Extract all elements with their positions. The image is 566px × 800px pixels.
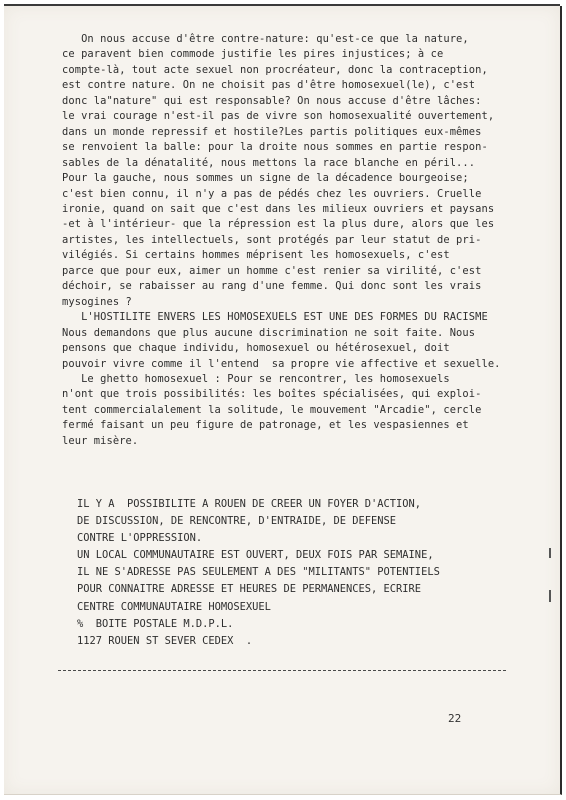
text-line: Pour la gauche, nous sommes un signe de la décadence bourgeoise; xyxy=(62,172,469,185)
margin-mark xyxy=(549,548,551,558)
text-line: fermé faisant un peu figure de patronage, et les vespasiennes et xyxy=(62,419,469,432)
text-line: ironie, quand on sait que c'est dans les milieux ouvriers et paysans xyxy=(62,202,495,215)
dashed-separator xyxy=(58,670,506,671)
text-line: le vrai courage n'est-il pas de vivre son homosexualité ouvertement, xyxy=(62,110,495,123)
text-line: artistes, les intellectuels, sont protégés par leur statut de pri- xyxy=(62,233,482,246)
text-line: donc la"nature" qui est responsable? On nous accuse d'être lâches: xyxy=(62,94,482,107)
text-line: déchoir, se rabaisser au rang d'une femme. Qui donc sont les vrais xyxy=(62,280,482,293)
text-line: dans un monde repressif et hostile?Les partis politiques eux-mêmes xyxy=(62,125,482,138)
text-line: parce que pour eux, aimer un homme c'est renier sa virilité, c'est xyxy=(62,264,482,277)
text-line: c'est bien connu, il n'y a pas de pédés chez les ouvriers. Cruelle xyxy=(62,187,482,200)
text-line: leur misère. xyxy=(62,434,139,447)
announcement-line: CENTRE COMMUNAUTAIRE HOMOSEXUEL xyxy=(77,600,271,613)
text-line: pouvoir vivre comme il l'entend sa propre vie affective et sexuelle. xyxy=(62,357,501,370)
body-text xyxy=(62,32,512,449)
text-line: pensons que chaque individu, homosexuel ou hétérosexuel, doit xyxy=(62,342,450,355)
announcement-line: IL Y A POSSIBILITE A ROUEN DE CREER UN FOYER D'ACTION, xyxy=(77,498,422,510)
text-line: -et à l'intérieur- que la répression est la plus dure, alors que les xyxy=(62,218,495,231)
paragraph xyxy=(62,310,512,372)
announcement-line: % BOITE POSTALE M.D.P.L. xyxy=(77,617,234,630)
text-line: L'HOSTILITE ENVERS LES HOMOSEXUELS EST UNE DES FORMES DU RACISME xyxy=(62,311,488,324)
text-line: Nous demandons que plus aucune discrimination ne soit faite. Nous xyxy=(62,326,476,339)
announcement-line: UN LOCAL COMMUNAUTAIRE EST OUVERT, DEUX FOIS PAR SEMAINE, xyxy=(77,549,434,562)
text-line: se renvoient la balle: pour la droite nous sommes en partie respon- xyxy=(62,141,488,154)
text-line: sables de la dénatalité, nous mettons la race blanche en péril... xyxy=(62,156,476,169)
announcement-block xyxy=(77,496,497,650)
text-line: On nous accuse d'être contre-nature: qu'est-ce que la nature, xyxy=(62,33,469,45)
text-line: vilégiés. Si certains hommes méprisent les homosexuels, c'est xyxy=(62,249,450,262)
text-line: est contre nature. On ne choisit pas d'être homosexuel(le), c'est xyxy=(62,79,476,92)
announcement-line: DE DISCUSSION, DE RENCONTRE, D'ENTRAIDE, DE DEFENSE xyxy=(77,515,397,528)
text-line: tent commercialalement la solitude, le mouvement "Arcadie", cercle xyxy=(62,403,482,416)
text-line: compte-là, tout acte sexuel non procréateur, donc la contraception, xyxy=(62,63,488,76)
paragraph xyxy=(62,372,512,449)
text-line: mysogines ? xyxy=(62,295,132,308)
text-line: n'ont que trois possibilités: les boîtes spécialisées, qui exploi- xyxy=(62,388,482,401)
announcement-line: IL NE S'ADRESSE PAS SEULEMENT A DES "MILITANTS" POTENTIELS xyxy=(77,566,440,579)
announcement-line: CONTRE L'OPPRESSION. xyxy=(77,532,203,545)
page-number: 22 xyxy=(448,712,462,725)
paragraph xyxy=(62,32,512,310)
announcement-line: POUR CONNAITRE ADRESSE ET HEURES DE PERMANENCES, ECRIRE xyxy=(77,583,422,596)
announcement-line: 1127 ROUEN ST SEVER CEDEX . xyxy=(77,634,253,647)
margin-mark xyxy=(549,590,551,602)
text-line: ce paravent bien commode justifie les pires injustices; à ce xyxy=(62,48,444,61)
text-line: Le ghetto homosexuel : Pour se rencontrer, les homosexuels xyxy=(62,372,450,385)
